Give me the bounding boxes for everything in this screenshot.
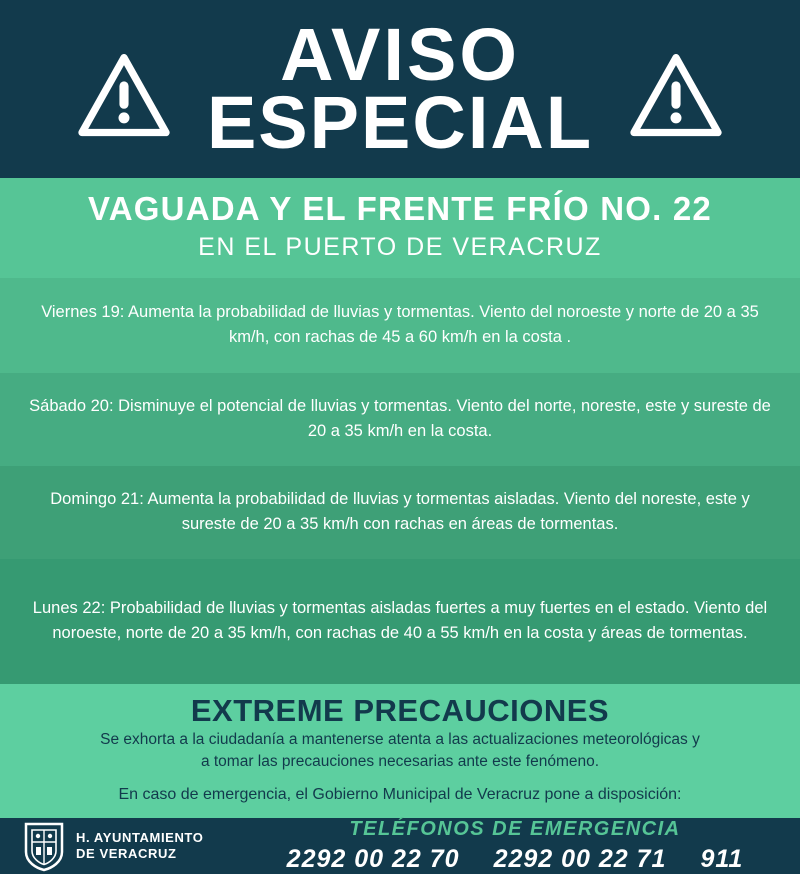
precautions-line-1: Se exhorta a la ciudadanía a mantenerse atenta a las actualizaciones meteorológicas y [100,730,700,748]
city-crest-icon [22,820,66,872]
emergency-phones-list [252,845,778,874]
precautions-line-3: En caso de emergencia, el Gobierno Municipal de Veracruz pone a disposición: [118,785,682,803]
emergency-phones-label: TELÉFONOS DE EMERGENCIA [349,817,681,840]
page-title-line1: AVISO [280,12,520,96]
forecast-row: Viernes 19: Aumenta la probabilidad de lluvias y tormentas. Viento del noroeste y norte de 20 a 35 km/h, con rachas de 45 a 60 km/h en la costa . [0,278,800,373]
emergency-phones [252,818,778,874]
emergency-phone-number[interactable]: 2292 00 22 70 [286,844,460,873]
institution-logo [22,820,252,872]
page-title-line2: ESPECIAL [206,81,594,164]
forecast-row: Domingo 21: Aumenta la probabilidad de lluvias y tormentas aisladas. Viento del noreste, este y sureste de 20 a 35 km/h con rachas en áreas de tormentas. [0,466,800,559]
event-title: VAGUADA Y EL FRENTE FRÍO NO. 22 [88,190,712,227]
forecast-list [0,278,800,684]
precautions-line-2: a tomar las precauciones necesarias ante este fenómeno. [200,753,600,771]
event-band [0,178,800,278]
institution-name-line2: DE VERACRUZ [76,845,177,861]
poster-header [0,0,800,178]
precautions-section [0,684,800,818]
forecast-row: Lunes 22: Probabilidad de lluvias y tormentas aisladas fuertes a muy fuertes en el estado. Viento del noroeste, norte de 20 a 35 km/h, con rachas de 40 a 55 km/h en la costa y áreas de tormentas. [0,559,800,684]
institution-name-line1: H. AYUNTAMIENTO [76,829,204,845]
warning-triangle-icon [630,54,722,138]
institution-name [76,830,203,863]
poster-footer [0,818,800,874]
page-title [206,12,594,164]
forecast-row: Sábado 20: Disminuye el potencial de lluvias y tormentas. Viento del norte, noreste, este y sureste de 20 a 35 km/h en la costa. [0,373,800,466]
warning-triangle-icon [78,54,170,138]
emergency-phone-number[interactable]: 2292 00 22 71 [493,844,667,873]
precautions-title: EXTREME PRECAUCIONES [190,692,610,728]
event-location: EN EL PUERTO DE VERACRUZ [198,232,602,261]
emergency-phone-number[interactable]: 911 [700,844,744,873]
